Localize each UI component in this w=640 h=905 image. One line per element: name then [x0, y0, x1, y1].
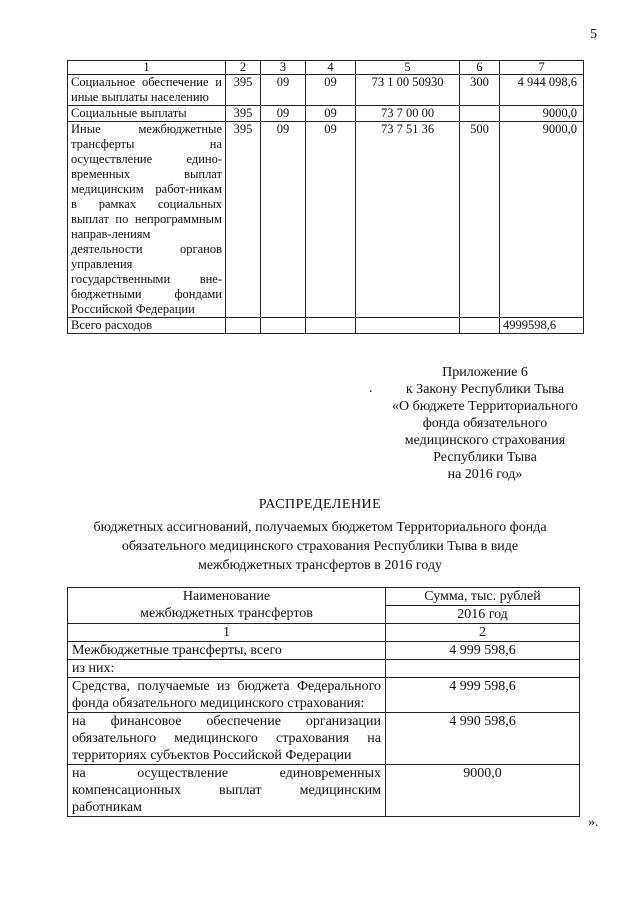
row-amount: 4 944 098,6 — [500, 75, 584, 106]
row-value — [386, 660, 580, 678]
table-row — [68, 660, 580, 678]
row-name: из них: — [68, 660, 386, 678]
row-section: 09 — [261, 122, 306, 318]
appendix-line: Приложение 6 — [442, 365, 528, 380]
row-target: 73 7 00 00 — [356, 106, 460, 122]
document-subtitle — [60, 518, 580, 575]
row-name: на осуществление единовременных компенсационных выплат медицинским работникам — [68, 765, 386, 817]
header-cell: 2 — [226, 61, 261, 75]
transfers-table — [67, 587, 580, 817]
stray-dot: . — [369, 381, 373, 396]
table-row — [68, 765, 580, 817]
total-value: 4999598,6 — [500, 318, 584, 334]
row-name: Социальные выплаты — [68, 106, 226, 122]
end-quote: ». — [588, 815, 599, 830]
row-subsection: 09 — [306, 122, 356, 318]
row-section: 09 — [261, 75, 306, 106]
row-section: 09 — [261, 106, 306, 122]
col1-header: Наименование межбюджетных трансфертов — [68, 588, 386, 624]
col2-header: Сумма, тыс. рублей — [386, 588, 580, 606]
appendix-line: Республики Тыва — [433, 450, 537, 465]
table-row — [68, 75, 584, 106]
header-cell: 7 — [500, 61, 584, 75]
appendix-block — [360, 364, 610, 483]
table-header-row — [68, 61, 584, 75]
row-code: 395 — [226, 106, 261, 122]
table-row — [68, 642, 580, 660]
appendix-line: фонда обязательного — [422, 416, 548, 431]
header-cell: 5 — [356, 61, 460, 75]
appendix-line: на 2016 год» — [447, 467, 523, 482]
row-value: 4 999 598,6 — [386, 678, 580, 713]
row-type: 300 — [460, 75, 500, 106]
subtitle-line: бюджетных ассигнований, получаемых бюджетом Территориального фонда — [93, 520, 547, 535]
total-label: Всего расходов — [68, 318, 226, 334]
header-cell: 1 — [68, 61, 226, 75]
row-code: 395 — [226, 75, 261, 106]
col-number: 2 — [386, 624, 580, 642]
col2-subheader: 2016 год — [386, 606, 580, 624]
appendix-line: «О бюджете Территориального — [392, 399, 578, 414]
table-header-row — [68, 588, 580, 606]
row-type: 500 — [460, 122, 500, 318]
header-cell: 4 — [306, 61, 356, 75]
row-type — [460, 106, 500, 122]
row-amount: 9000,0 — [500, 106, 584, 122]
appendix-line: медицинского страхования — [404, 433, 566, 448]
subtitle-line: межбюджетных трансфертов в 2016 году — [197, 558, 443, 573]
table-row — [68, 122, 584, 318]
table-row — [68, 678, 580, 713]
row-name: Средства, получаемые из бюджета Федерального фонда обязательного медицинского страхования: — [68, 678, 386, 713]
appendix-line: к Закону Республики Тыва — [405, 382, 565, 397]
table-row — [68, 106, 584, 122]
header-cell: 3 — [261, 61, 306, 75]
row-name: Межбюджетные трансферты, всего — [68, 642, 386, 660]
header-cell: 6 — [460, 61, 500, 75]
row-value: 9000,0 — [386, 765, 580, 817]
row-code: 395 — [226, 122, 261, 318]
row-subsection: 09 — [306, 75, 356, 106]
row-amount: 9000,0 — [500, 122, 584, 318]
row-name: Социальное обеспечение и иные выплаты населению — [68, 75, 226, 106]
page-number: 5 — [590, 27, 597, 42]
total-row — [68, 318, 584, 334]
expenses-table — [67, 60, 584, 334]
col-number: 1 — [68, 624, 386, 642]
row-name: Иные межбюджетные трансферты на осуществление едино-временных выплат медицинским работ-никам в рамках социальных выплат по непрограммным направ-лениям деятельности органов управления государственными вне-бюджетными фондами Российской Федерации — [68, 122, 226, 318]
table-row — [68, 713, 580, 765]
document-title: РАСПРЕДЕЛЕНИЕ — [258, 497, 382, 512]
row-target: 73 1 00 50930 — [356, 75, 460, 106]
row-value: 4 990 598,6 — [386, 713, 580, 765]
row-value: 4 999 598,6 — [386, 642, 580, 660]
table-number-row — [68, 624, 580, 642]
row-subsection: 09 — [306, 106, 356, 122]
row-target: 73 7 51 36 — [356, 122, 460, 318]
row-name: на финансовое обеспечение организации обязательного медицинского страхования на территориях субъектов Российской Федерации — [68, 713, 386, 765]
subtitle-line: обязательного медицинского страхования Республики Тыва в виде — [121, 539, 519, 554]
